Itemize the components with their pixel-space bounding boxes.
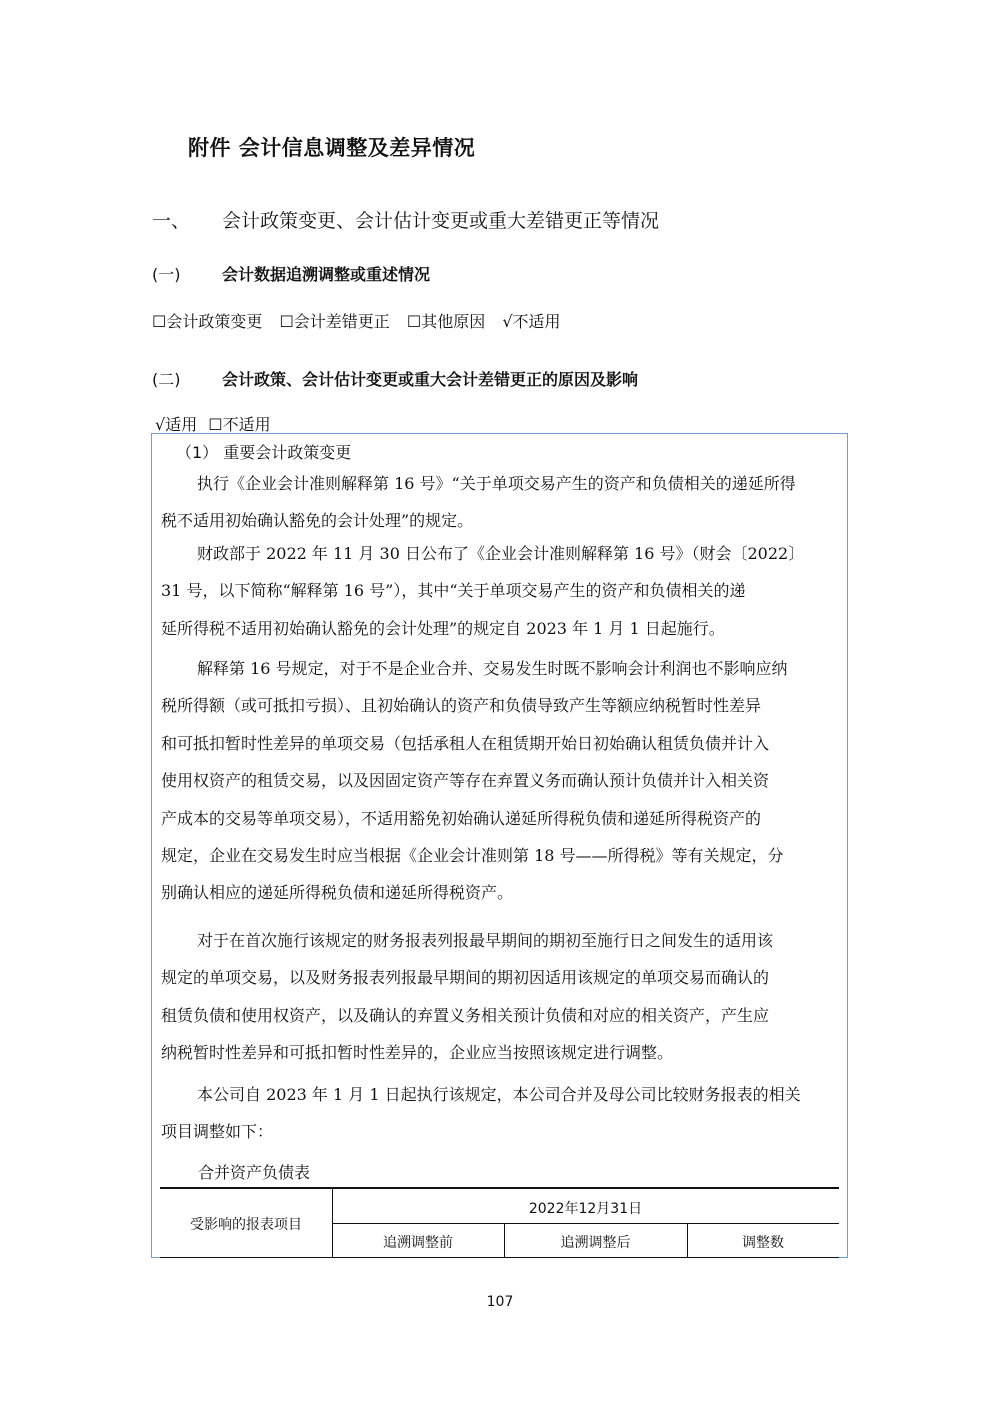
text-line: 解释第 16 号规定，对于不是企业合并、交易发生时既不影响会计利润也不影响应纳 xyxy=(197,659,788,678)
text-line: 税不适用初始确认豁免的会计处理”的规定。 xyxy=(161,511,474,531)
option-policy-change: ☐会计政策变更 xyxy=(152,312,263,331)
table-header-after: 追溯调整后 xyxy=(560,1235,631,1251)
text-line: 本公司自 2023 年 1 月 1 日起执行该规定，本公司合并及母公司比较财务报表的相关 xyxy=(197,1085,801,1104)
text-line: 延所得税不适用初始确认豁免的会计处理”的规定自 2023 年 1 月 1 日起施行。 xyxy=(161,618,725,638)
text-line: 产成本的交易等单项交易），不适用豁免初始确认递延所得税负债和递延所得税资产的 xyxy=(161,808,762,828)
table-header-before: 追溯调整前 xyxy=(383,1235,453,1251)
text-line: 执行《企业会计准则解释第 16 号》“关于单项交易产生的资产和负债相关的递延所得 xyxy=(197,474,796,493)
text-line: 租赁负债和使用权资产，以及确认的弃置义务相关预计负债和对应的相关资产，产生应 xyxy=(161,1005,770,1025)
document-title: 附件 会计信息调整及差异情况 xyxy=(188,136,476,160)
text-line: 规定的单项交易，以及财务报表列报最早期间的期初因适用该规定的单项交易而确认的 xyxy=(161,968,770,988)
page-number: 107 xyxy=(486,1294,514,1310)
text-line: 纳税暂时性差异和可抵扣暂时性差异的，企业应当按照该规定进行调整。 xyxy=(161,1043,674,1063)
policy-change-heading: （1） 重要会计政策变更 xyxy=(176,443,352,462)
applicability-options-1 xyxy=(152,309,573,332)
option-error-correction: ☐会计差错更正 xyxy=(279,312,390,331)
paragraph-5 xyxy=(161,1076,843,1151)
section-number: 一、 xyxy=(152,210,191,232)
table-divider xyxy=(332,1223,839,1224)
subsection-heading: 会计政策、会计估计变更或重大会计差错更正的原因及影响 xyxy=(222,370,639,389)
text-line: 使用权资产的租赁交易，以及因固定资产等存在弃置义务而确认预计负债并计入相关资 xyxy=(161,771,770,791)
option-other-reason: ☐其他原因 xyxy=(406,312,486,331)
paragraph-2 xyxy=(161,535,843,647)
table-title: 合并资产负债表 xyxy=(198,1163,311,1182)
text-line: 财政部于 2022 年 11 月 30 日公布了《企业会计准则解释第 16 号》（财会〔2022〕 xyxy=(197,544,805,563)
subsection-number: (二) xyxy=(152,370,181,389)
option-not-applicable: ☐不适用 xyxy=(208,415,271,434)
text-line: 项目调整如下： xyxy=(161,1122,274,1142)
table-header-date: 2022年12月31日 xyxy=(528,1201,643,1217)
balance-sheet-table xyxy=(160,1187,839,1258)
applicability-options-2 xyxy=(155,412,283,435)
text-line: 和可抵扣暂时性差异的单项交易（包括承租人在租赁期开始日初始确认租赁负债并计入 xyxy=(161,733,770,753)
option-not-applicable: √不适用 xyxy=(502,312,561,331)
section-heading: 会计政策变更、会计估计变更或重大差错更正等情况 xyxy=(222,210,660,232)
text-line: 规定，企业在交易发生时应当根据《企业会计准则第 18 号——所得税》等有关规定，分 xyxy=(161,846,784,866)
text-line: 税所得额（或可抵扣亏损）、且初始确认的资产和负债导致产生等额应纳税暂时性差异 xyxy=(161,696,762,716)
table-header-item: 受影响的报表项目 xyxy=(190,1217,302,1233)
text-line: 31 号，以下简称“解释第 16 号”），其中“关于单项交易产生的资产和负债相关的递 xyxy=(161,581,746,601)
subsection-number: (一) xyxy=(152,265,181,284)
text-line: 对于在首次施行该规定的财务报表列报最早期间的期初至施行日之间发生的适用该 xyxy=(197,931,774,950)
table-header-adjustment: 调整数 xyxy=(742,1235,784,1251)
subsection-heading: 会计数据追溯调整或重述情况 xyxy=(222,265,431,284)
paragraph-1 xyxy=(161,465,843,540)
option-applicable: √适用 xyxy=(155,415,198,434)
paragraph-4 xyxy=(161,922,843,1072)
paragraph-3 xyxy=(161,650,843,912)
text-line: 别确认相应的递延所得税负债和递延所得税资产。 xyxy=(161,883,514,903)
